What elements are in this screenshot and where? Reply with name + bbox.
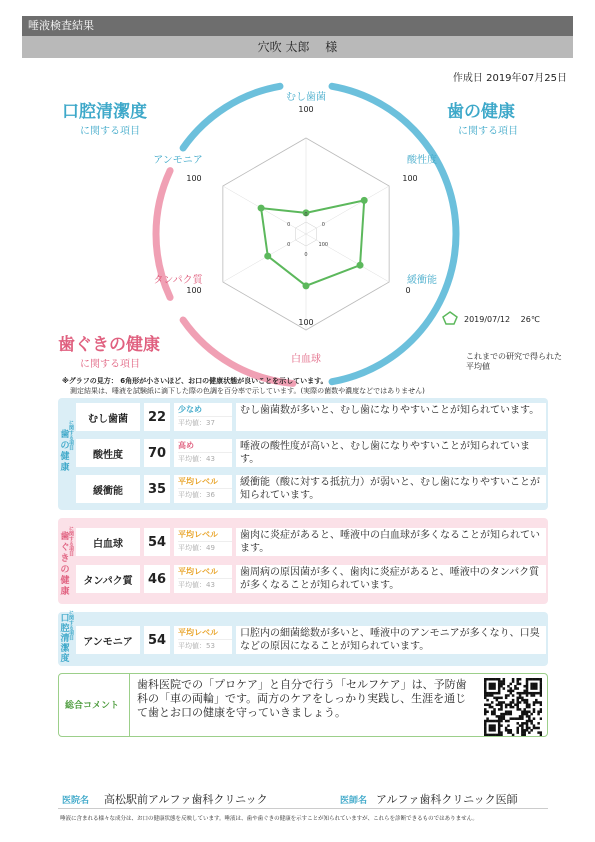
clinic-name: 高松駅前アルファ歯科クリニック [104, 793, 268, 806]
group-gums-text: 歯ぐきの健康 [60, 532, 70, 597]
row-average: 平均値：36 [178, 488, 232, 502]
group-clean-text: 口腔清潔度 [60, 614, 70, 664]
radar-point [357, 262, 364, 269]
doctor-label: 医師名 [340, 796, 368, 806]
row-average: 平均値：43 [178, 578, 232, 592]
radar-axis-label: 緩衝能 [407, 275, 437, 286]
legend-date: 2019/07/12 26℃ [464, 315, 540, 324]
radar-axis-max-label: 100 [298, 105, 314, 114]
row-level: 平均レベル [178, 628, 218, 637]
row-value: 22 [144, 403, 170, 431]
radar-chart [0, 0, 595, 400]
category-gums-title: 歯ぐきの健康 [58, 335, 160, 355]
row-name: 白血球 [76, 528, 140, 556]
group-teeth-label [58, 420, 74, 474]
radar-axis-label: 白血球 [291, 354, 321, 365]
radar-axis-max-label: 100 [186, 286, 202, 295]
row-value: 46 [144, 565, 170, 593]
radar-point [264, 253, 271, 260]
footer-divider [58, 808, 548, 809]
radar-axis-min-label: 0 [304, 252, 308, 258]
disclaimer: 唾液に含まれる様々な成分は、お口の健康状態を反映しています。唾液は、歯や歯ぐきの健康を示すことが知られていますが、これらを診断できるものではありません。 [60, 816, 478, 822]
radar-point [361, 197, 368, 204]
radar-axis-max-label: 100 [186, 174, 202, 183]
category-teeth-sub: に関する項目 [458, 126, 518, 137]
radar-axis-label: アンモニア [153, 155, 203, 166]
row-average: 平均値：53 [178, 639, 232, 653]
group-gums-label [58, 526, 74, 598]
comment-label: 総合コメント [65, 701, 120, 711]
radar-axis-min-label: 100 [318, 242, 329, 248]
row-value: 35 [144, 475, 170, 503]
category-gums-sub: に関する項目 [80, 359, 140, 370]
row-description: 歯周病の原因菌が多く、歯肉に炎症があると、唾液中のタンパク質が多くなることが知られています。 [236, 565, 546, 593]
comment-text: 歯科医院での「プロケア」と自分で行う「セルフケア」は、予防歯科の「車の両輪」です。両方のケアをしっかり実践し、生涯を通じて歯とお口の健康を守っていきましょう。 [137, 678, 467, 719]
row-value: 54 [144, 626, 170, 654]
radar-axis-min-label: 0 [321, 222, 325, 228]
row-average: 平均値：43 [178, 452, 232, 466]
row-level: 平均レベル [178, 567, 218, 576]
radar-axis-max-label: 100 [402, 174, 418, 183]
category-cleanliness-sub: に関する項目 [80, 126, 140, 137]
row-description: 緩衝能（酸に対する抵抗力）が弱いと、むし歯になりやすいことが知られています。 [236, 475, 546, 503]
comment-box [58, 673, 548, 737]
radar-axis-max-label: 0 [405, 286, 411, 295]
group-clean-label [58, 610, 74, 664]
row-value: 70 [144, 439, 170, 467]
row-value: 54 [144, 528, 170, 556]
row-description: 歯肉に炎症があると、唾液中の白血球が多くなることが知られています。 [236, 528, 546, 556]
legend-average-note: これまでの研究で得られた 平均値 [466, 352, 562, 371]
group-gums-small: に関する項目 [68, 526, 74, 556]
row-name: 酸性度 [76, 439, 140, 467]
row-level: 平均レベル [178, 530, 218, 539]
radar-axis-label: タンパク質 [153, 275, 203, 286]
report-title: 唾液検査結果 [22, 16, 573, 36]
radar-series-line [261, 200, 364, 285]
arc-cleanliness [183, 86, 280, 148]
row-description: 唾液の酸性度が高いと、むし歯になりやすいことが知られています。 [236, 439, 546, 467]
radar-point [258, 205, 265, 212]
row-level: 高め [178, 441, 194, 450]
category-cleanliness-title: 口腔清潔度 [62, 102, 147, 122]
row-description: 口腔内の細菌総数が多いと、唾液中のアンモニアが多くなり、口臭などの原因になることが知られています。 [236, 626, 546, 654]
radar-point [303, 282, 310, 289]
qr-code-icon [484, 678, 542, 736]
arc-gums-lower [183, 320, 293, 383]
row-name: アンモニア [76, 626, 140, 654]
row-level: 少なめ [178, 405, 202, 414]
radar-axis-min-label: 0 [304, 212, 308, 218]
row-name: むし歯菌 [76, 403, 140, 431]
result-row-acidity [76, 437, 546, 469]
created-date: 作成日 2019年07月25日 [452, 73, 567, 84]
arc-teeth [332, 86, 456, 381]
group-teeth-text: 歯の健康 [60, 430, 70, 473]
result-row-white-blood-cells [76, 526, 546, 558]
radar-axis-label: 酸性度 [407, 155, 437, 166]
result-row-protein [76, 563, 546, 595]
result-row-buffer-capacity [76, 473, 546, 505]
patient-name: 穴吹 太郎 様 [22, 36, 573, 58]
group-clean-small: に関する項目 [68, 610, 74, 640]
radar-axis-min-label: 0 [287, 242, 291, 248]
row-name: タンパク質 [76, 565, 140, 593]
radar-axis-min-label: 0 [287, 222, 291, 228]
radar-axis-label: むし歯菌 [286, 92, 326, 103]
result-row-cavity-bacteria [76, 401, 546, 433]
legend-pentagon-icon [441, 310, 459, 326]
doctor-name: アルファ歯科クリニック医師 [376, 793, 518, 806]
note-line-2: 測定結果は、唾液を試験紙に滴下した際の色調を百分率で示しています。(実際の菌数や濃度などではありません) [70, 387, 425, 395]
comment-divider [129, 674, 130, 736]
radar-spoke [223, 234, 306, 282]
row-average: 平均値：49 [178, 541, 232, 555]
note-line-1: ※グラフの見方： 6角形が小さいほど、お口の健康状態が良いことを示しています。 [62, 377, 328, 385]
row-name: 緩衝能 [76, 475, 140, 503]
clinic-label: 医院名 [62, 796, 90, 806]
category-teeth-title: 歯の健康 [447, 102, 515, 122]
row-level: 平均レベル [178, 477, 218, 486]
group-teeth-small: に関する項目 [68, 420, 74, 450]
result-row-ammonia [76, 624, 546, 656]
row-description: むし歯菌数が多いと、むし歯になりやすいことが知られています。 [236, 403, 546, 431]
row-average: 平均値：37 [178, 416, 232, 430]
radar-axis-max-label: 100 [298, 318, 314, 327]
